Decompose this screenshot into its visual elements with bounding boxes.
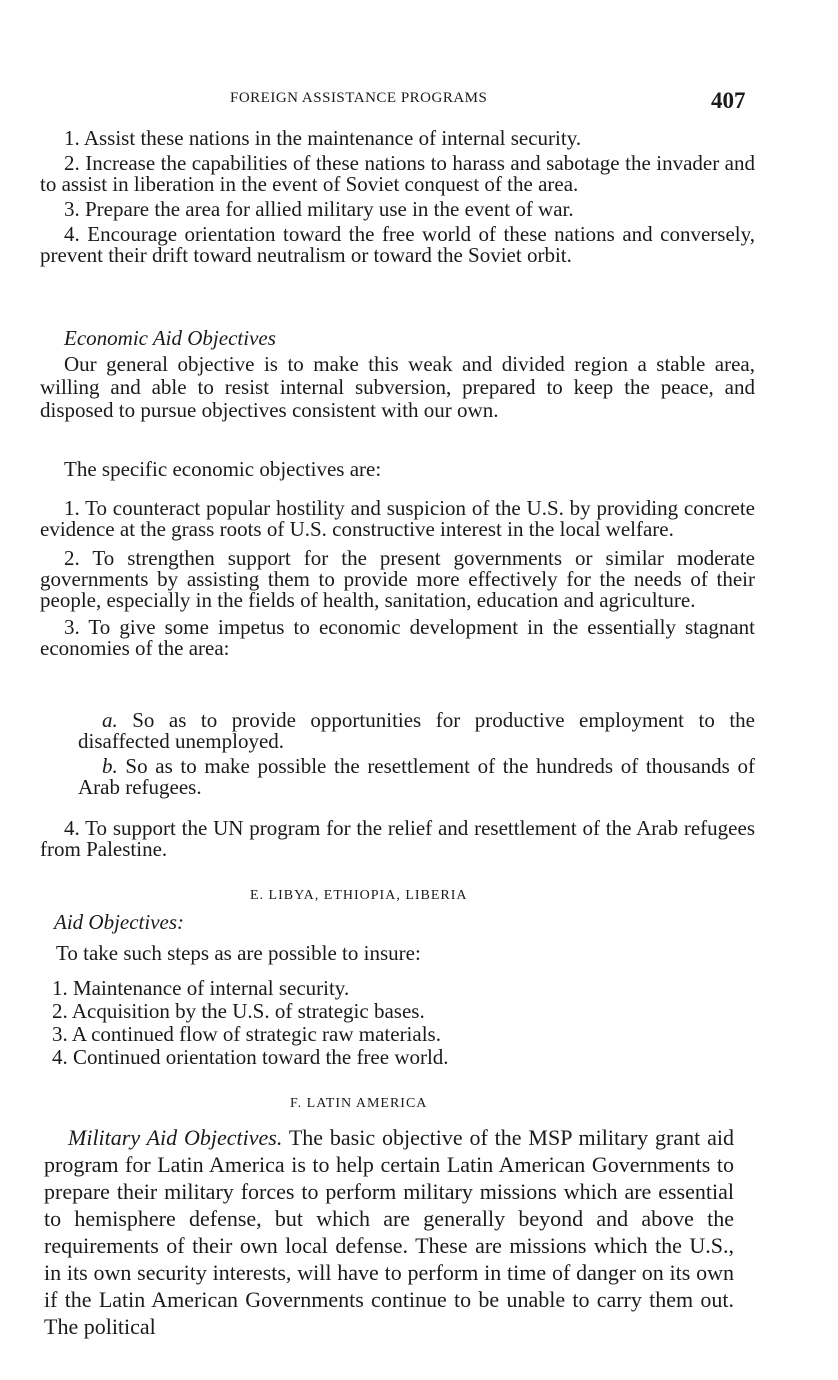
section-f-lead: Military Aid Objectives.: [68, 1125, 283, 1150]
section-e-title: E. LIBYA, ETHIOPIA, LIBERIA: [250, 888, 468, 903]
section-f-text: The basic objective of the MSP military grant aid program for Latin America is to help certain Latin American Governments to prepare their military forces to perform military missions which are essential to hemisphere defense, but which are generally beyond and above the requirements of their own local defense. These are missions which the U.S., in its own security interests, will have to perform in time of danger on its own if the Latin American Governments continue to be unable to carry them out. The political: [44, 1125, 734, 1339]
economic-sub-list: [40, 710, 755, 798]
list-item: 2. Increase the capabilities of these nations to harass and sabotage the invader and to assist in liberation in the event of Soviet conquest of the area.: [40, 151, 755, 196]
section-f-paragraph: [44, 1124, 734, 1340]
section-e-list: [52, 977, 732, 1069]
paragraph: To take such steps as are possible to insure:: [56, 941, 421, 965]
economic-item-4: [40, 818, 755, 860]
sub-item-label: b.: [102, 754, 118, 778]
paragraph: Our general objective is to make this weak and divided region a stable area, willing and able to resist internal subversion, prepared to keep the peace, and disposed to pursue objectives consistent with our own.: [40, 352, 755, 422]
sub-item-text: So as to provide opportunities for productive employment to the disaffected unemployed.: [78, 708, 755, 753]
list-item: 2. Acquisition by the U.S. of strategic bases.: [52, 999, 425, 1023]
sub-list-item: [40, 710, 755, 752]
paragraph: The specific economic objectives are:: [64, 457, 382, 481]
economic-objectives-list: [40, 498, 755, 659]
sub-list-item: [40, 756, 755, 798]
list-item: 2. To strengthen support for the present governments or similar moderate governments by assisting them to provide more effectively for the needs of their people, especially in the fields of health, sanitation, education and agriculture.: [40, 546, 755, 612]
list-item: 3. Prepare the area for allied military use in the event of war.: [64, 197, 574, 221]
sub-item-label: a.: [102, 708, 118, 732]
economic-general-paragraph: [40, 353, 755, 422]
list-item: 4. Encourage orientation toward the free world of these nations and conversely, prevent their drift toward neutralism or toward the Soviet orbit.: [40, 222, 755, 267]
military-objectives-list: [40, 128, 755, 266]
page-number: 407: [711, 88, 746, 113]
sub-item-text: So as to make possible the resettlement of the hundreds of thousands of Arab refugees.: [78, 754, 755, 799]
section-e-intro: [56, 943, 736, 964]
list-item: 1. To counteract popular hostility and suspicion of the U.S. by providing concrete evidence at the grass roots of U.S. constructive interest in the local welfare.: [40, 496, 755, 541]
section-e-heading: Aid Objectives:: [54, 910, 185, 934]
list-item: 1. Assist these nations in the maintenance of internal security.: [64, 126, 582, 150]
list-item: 4. Continued orientation toward the free world.: [52, 1045, 449, 1069]
paragraph: [44, 1124, 734, 1340]
list-item: 3. A continued flow of strategic raw materials.: [52, 1022, 441, 1046]
section-f-title: F. LATIN AMERICA: [290, 1096, 428, 1111]
economic-intro: [40, 459, 755, 480]
list-item: 1. Maintenance of internal security.: [52, 976, 350, 1000]
economic-heading: Economic Aid Objectives: [64, 326, 276, 350]
list-item: 4. To support the UN program for the relief and resettlement of the Arab refugees from Palestine.: [40, 816, 755, 861]
running-title: FOREIGN ASSISTANCE PROGRAMS: [230, 90, 488, 106]
list-item: 3. To give some impetus to economic development in the essentially stagnant economies of the area:: [40, 615, 755, 660]
